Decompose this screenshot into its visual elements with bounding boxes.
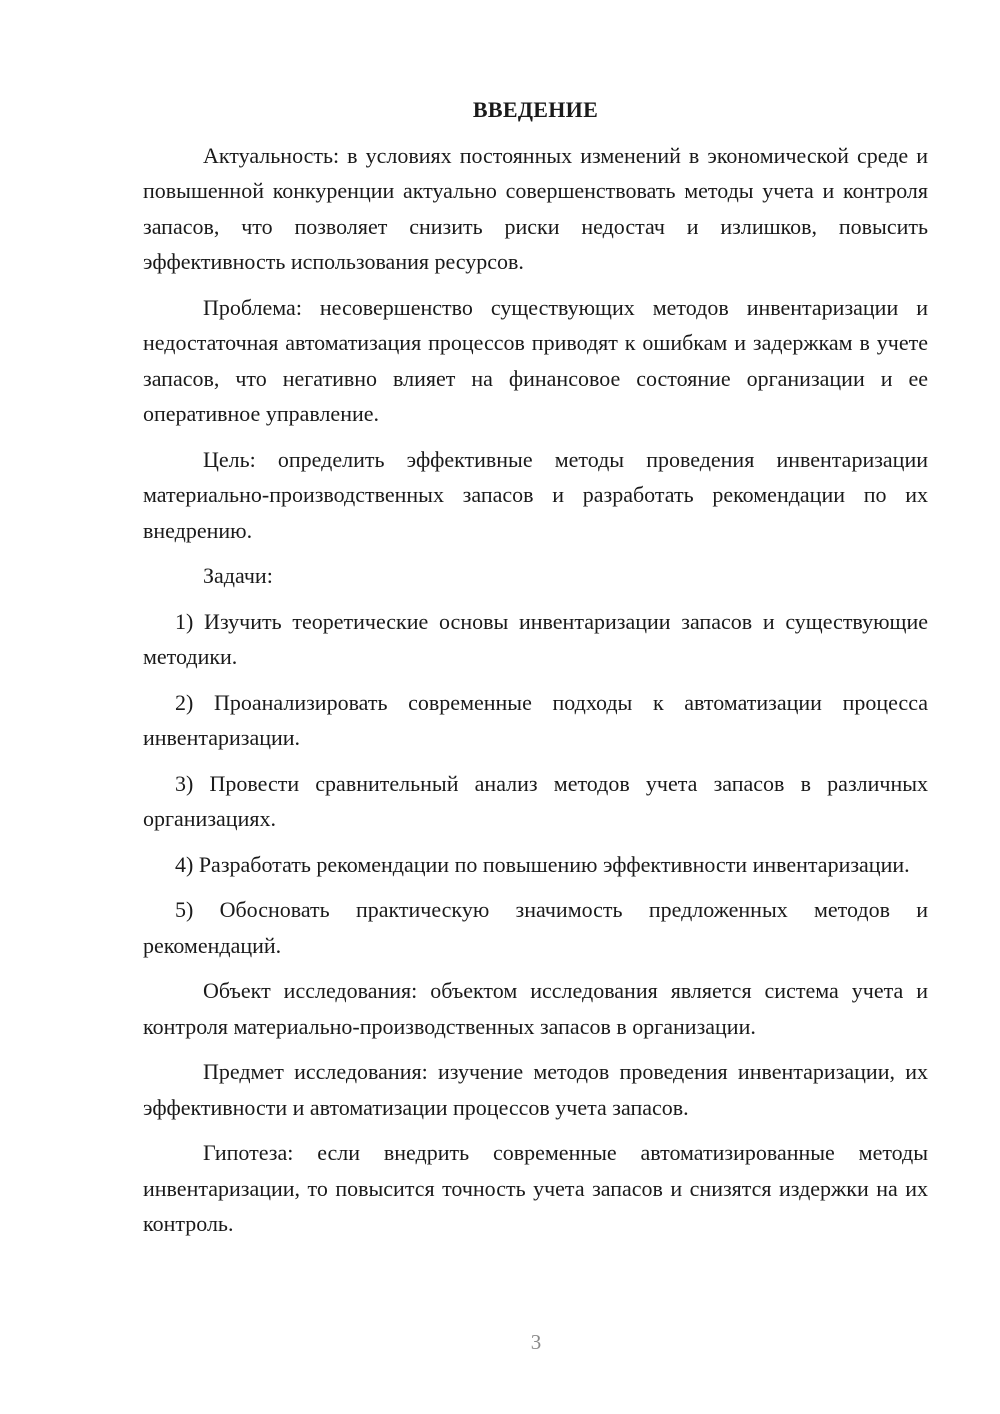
task-item: 4) Разработать рекомендации по повышению эффективности инвентаризации.	[175, 851, 910, 877]
document-page	[143, 92, 928, 1252]
task-item: 5) Обосновать практическую значимость предложенных методов и рекомендаций.	[143, 897, 928, 958]
object-paragraph: Объект исследования: объектом исследования является система учета и контроля материально-производственных запасов в организации.	[143, 978, 928, 1039]
relevance-paragraph: Актуальность: в условиях постоянных изменений в экономической среде и повышенной конкуренции актуально совершенствовать методы учета и контроля запасов, что позволяет снизить риски недостач и излишков, повысить эффективность использования ресурсов.	[143, 142, 928, 274]
tasks-heading: Задачи:	[203, 563, 273, 588]
goal-paragraph: Цель: определить эффективные методы проведения инвентаризации материально-производственных запасов и разработать рекомендации по их внедрению.	[143, 446, 928, 543]
hypothesis-paragraph: Гипотеза: если внедрить современные автоматизированные методы инвентаризации, то повысится точность учета запасов и снизятся издержки на их контроль.	[143, 1140, 928, 1236]
subject-paragraph: Предмет исследования: изучение методов проведения инвентаризации, их эффективности и автоматизации процессов учета запасов.	[143, 1059, 928, 1120]
tasks-list	[143, 604, 928, 964]
task-item: 1) Изучить теоретические основы инвентаризации запасов и существующие методики.	[143, 608, 928, 669]
task-item: 2) Проанализировать современные подходы к автоматизации процесса инвентаризации.	[143, 689, 928, 750]
task-item: 3) Провести сравнительный анализ методов учета запасов в различных организациях.	[143, 770, 928, 831]
section-title: ВВЕДЕНИЕ	[472, 97, 599, 122]
page-number: 3	[530, 1330, 542, 1354]
problem-paragraph: Проблема: несовершенство существующих методов инвентаризации и недостаточная автоматизация процессов приводят к ошибкам и задержкам в учете запасов, что негативно влияет на финансовое состояние организации и ее оперативное управление.	[143, 294, 928, 426]
